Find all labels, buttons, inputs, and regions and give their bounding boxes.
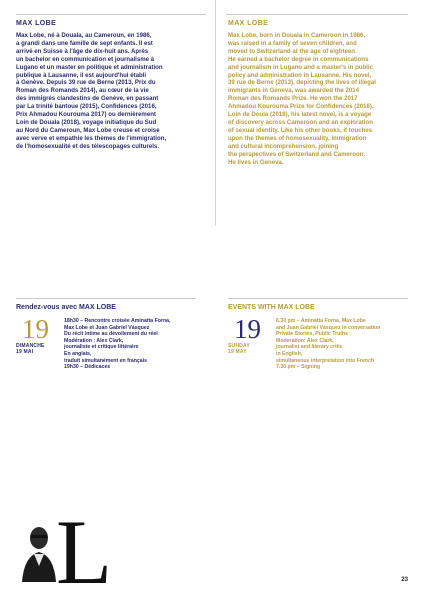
left-date-day: DIMANCHE bbox=[16, 343, 45, 349]
text-line: au Nord du Cameroun, Max Lobe creuse et croise bbox=[16, 126, 160, 134]
text-line: of sexual identity. Like his other books, it touches bbox=[228, 126, 373, 134]
text-line: Modération : Alex Clark, bbox=[64, 337, 124, 344]
text-line: He lives in Geneva. bbox=[228, 158, 284, 166]
text-line: Max Lobe, né à Douala, au Cameroun, en 1986, bbox=[16, 32, 152, 39]
text-line: publique à Lausanne, il est aujourd'hui établi bbox=[16, 71, 147, 79]
author-portrait bbox=[20, 522, 56, 582]
text-line: Max Lobe et Juan Gabriel Vásquez bbox=[64, 324, 150, 331]
left-bio-text bbox=[16, 32, 212, 151]
text-line: and Juan Gabriel Vásquez in conversation bbox=[276, 324, 381, 331]
text-line: Roman des Romands Prize. He won the 2017 bbox=[228, 95, 358, 103]
top-rule-right bbox=[226, 14, 408, 15]
left-date-number: 19 bbox=[22, 314, 49, 344]
text-line: in English, bbox=[276, 350, 303, 357]
left-event-heading: Rendez-vous avec MAX LOBE bbox=[16, 304, 116, 311]
text-line: was raised in a family of seven children, and bbox=[228, 39, 357, 47]
top-rule-left bbox=[16, 14, 206, 15]
text-line: Loin de Douala (2018), voyage initiatique du Sud bbox=[16, 118, 157, 126]
text-line: 7.30 pm – Signing bbox=[276, 364, 321, 371]
text-line: arrivé en Suisse à l'âge de dix-huit ans. Après bbox=[16, 47, 149, 55]
right-event-heading: EVENTS WITH MAX LOBE bbox=[228, 304, 315, 311]
text-line: immigrants in Geneva, was awarded the 2014 bbox=[228, 87, 360, 95]
page-number: 23 bbox=[401, 577, 408, 583]
text-line: Prix Ahmadou Kourouma 2017) ou dernièrement bbox=[16, 111, 156, 119]
text-line: and journalism in Lugano and a master's in public bbox=[228, 63, 374, 71]
text-line: de l'homosexualité et des télescopages culturels. bbox=[16, 142, 160, 150]
text-line: upon the themes of homosexuality, immigration bbox=[228, 134, 367, 142]
left-date-month: 19 MAI bbox=[16, 349, 34, 355]
event-rule-left bbox=[16, 298, 196, 299]
right-date-number: 19 bbox=[234, 314, 261, 344]
right-date-month: 19 MAY bbox=[228, 349, 247, 355]
text-line: journaliste et critique littéraire bbox=[64, 344, 139, 351]
text-line: a grandi dans une famille de sept enfants. Il est bbox=[16, 39, 153, 47]
text-line: of discovery across Cameroon and an exploration bbox=[228, 118, 373, 126]
text-line: 19h30 – Dédicaces bbox=[64, 364, 111, 371]
text-line: Loin de Doula (2018), his latest novel, is a voyage bbox=[228, 111, 372, 119]
right-bio-heading: MAX LOBE bbox=[228, 20, 269, 27]
event-rule-right bbox=[228, 298, 408, 299]
text-line: 18h30 – Rencontre croisée Aminatta Forna, bbox=[64, 318, 171, 324]
right-date-day: SUNDAY bbox=[228, 343, 250, 349]
portrait-illustration bbox=[20, 522, 56, 582]
text-line: avec verve et empathie les thèmes de l'immigration, bbox=[16, 134, 167, 142]
left-bio-heading: MAX LOBE bbox=[16, 20, 57, 27]
text-line: Max Lobe, born in Douala in Cameroon in 1986, bbox=[228, 32, 366, 39]
right-bio-text bbox=[228, 32, 414, 166]
text-line: Ahmadou Kourouma Prize for Confidences (2016). bbox=[228, 103, 374, 111]
text-line: par La trinité bantoue (2015), Confidences (2016, bbox=[16, 103, 157, 111]
text-line: and cultural incomprehension, joining bbox=[228, 142, 339, 150]
text-line: simultaneous interpretation into French bbox=[276, 357, 374, 364]
big-initial-letter: L bbox=[56, 501, 113, 603]
text-line: Lugano et un master en politique et administration bbox=[16, 63, 163, 71]
right-event-program bbox=[276, 318, 380, 371]
text-line: En anglais, bbox=[64, 350, 92, 357]
text-line: journalist and literary critic bbox=[276, 344, 343, 351]
text-line: 39 rue de Berne (2013), depicting the lives of illegal bbox=[228, 79, 376, 87]
text-line: Roman des Romands 2014), au cœur de la vie bbox=[16, 87, 149, 95]
column-divider bbox=[215, 0, 216, 226]
text-line: un bachelor en communication et journalisme à bbox=[16, 55, 155, 63]
text-line: à Genève. Depuis 39 rue de Berne (2013, Prix du bbox=[16, 79, 156, 87]
text-line: policy and administration in Lausanne. His novel, bbox=[228, 71, 372, 79]
text-line: the perspectives of Switzerland and Cameroon. bbox=[228, 150, 366, 158]
text-line: traduit simultanément en français bbox=[64, 357, 148, 364]
text-line: Moderation: Alex Clark, bbox=[276, 337, 334, 344]
text-line: Private Stories, Public Truths bbox=[276, 331, 349, 338]
text-line: 6.30 pm – Aminatta Forna, Max Lobe bbox=[276, 318, 366, 324]
text-line: He earned a bachelor degree in communications bbox=[228, 55, 369, 63]
left-event-program bbox=[64, 318, 170, 371]
text-line: des immigrés clandestins de Genève, en passant bbox=[16, 95, 159, 103]
text-line: Du récit intime au dévoilement du réel bbox=[64, 331, 158, 338]
text-line: moved to Switzerland at the age of eighteen. bbox=[228, 47, 357, 55]
